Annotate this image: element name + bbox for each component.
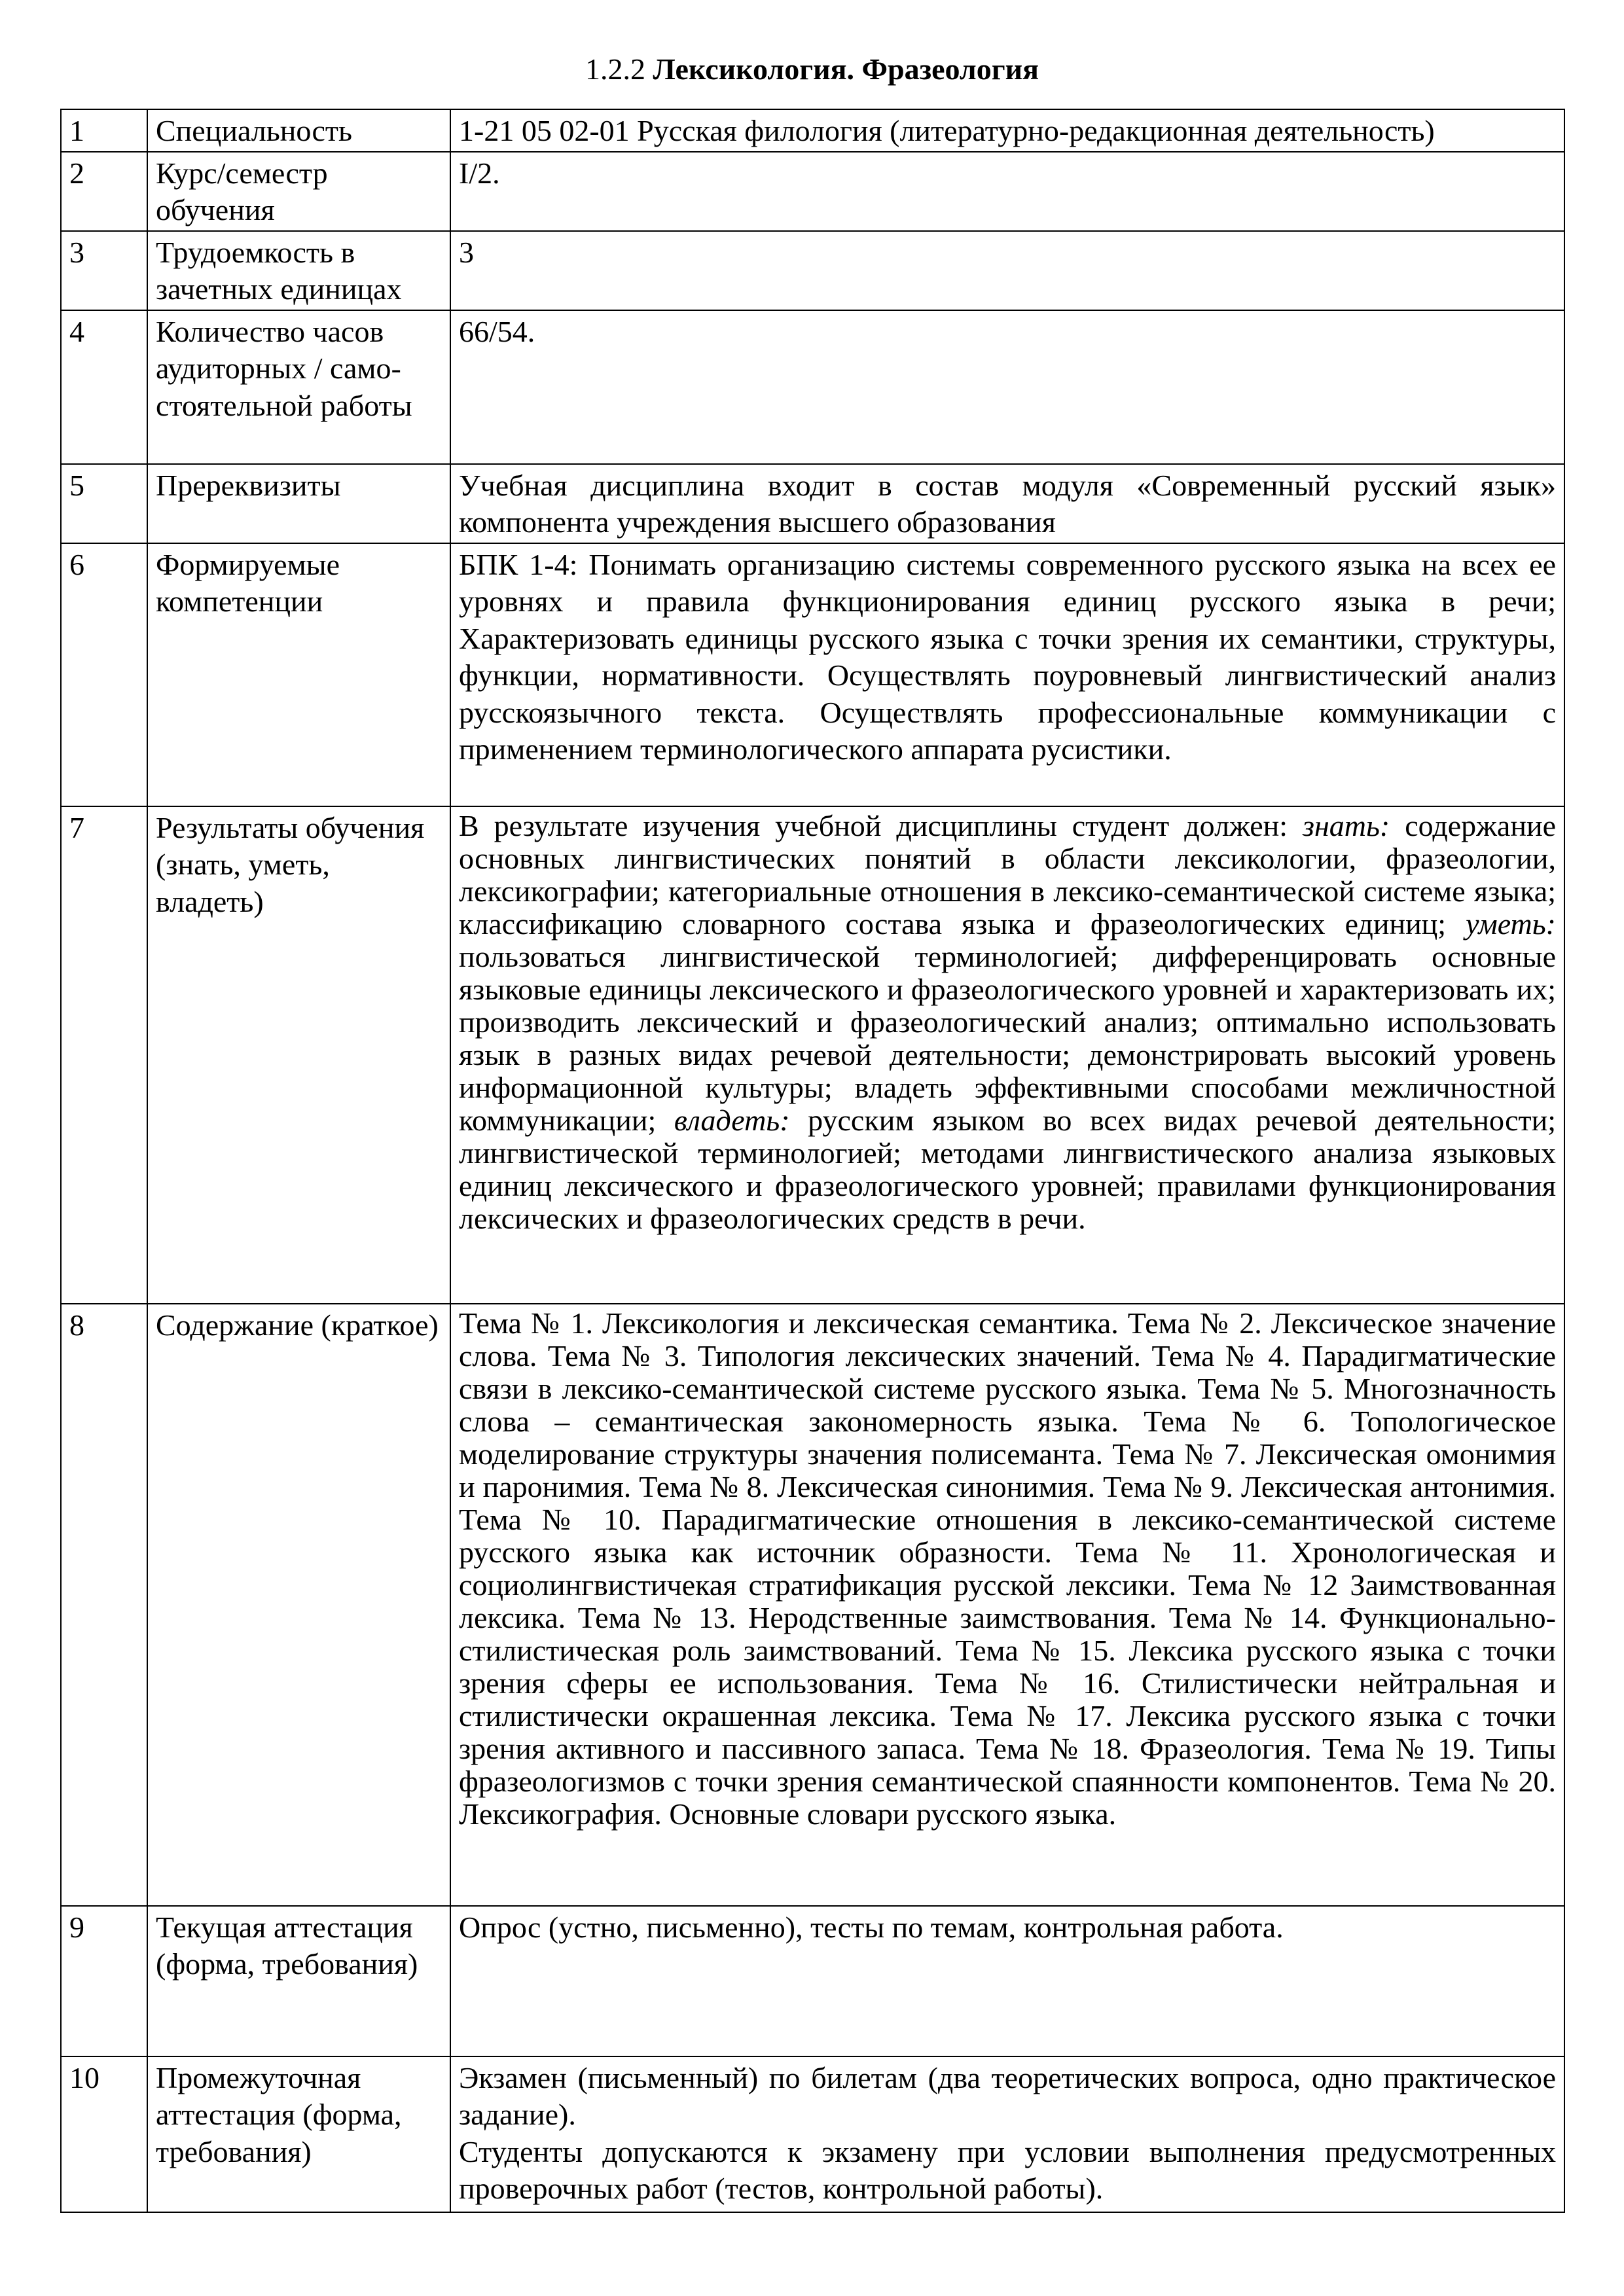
table-row bbox=[61, 310, 1564, 464]
row-number: 8 bbox=[61, 1304, 147, 1906]
table-row bbox=[61, 2056, 1564, 2212]
results-intro: В результате изучения учебной дисциплины студент должен: bbox=[459, 808, 1303, 842]
umet-label: уметь: bbox=[1466, 906, 1556, 941]
row-label: Курс/семестр обучения bbox=[147, 152, 450, 231]
table-row bbox=[61, 231, 1564, 310]
table-row bbox=[61, 543, 1564, 806]
row-value: Опрос (устно, письменно), тесты по темам, контрольная работа. bbox=[450, 1906, 1564, 2056]
page-title bbox=[0, 51, 1624, 88]
row-value: Учебная дисциплина входит в состав модуля «Современный русский язык» компонента учреждения высшего образования bbox=[450, 464, 1564, 543]
row-number: 3 bbox=[61, 231, 147, 310]
row-label: Содержание (краткое) bbox=[147, 1304, 450, 1906]
row-label: Специальность bbox=[147, 109, 450, 152]
row-value bbox=[450, 2056, 1564, 2212]
row-number: 4 bbox=[61, 310, 147, 464]
row-value: 66/54. bbox=[450, 310, 1564, 464]
exam-paragraph: Экзамен (письменный) по билетам (два теоретических вопроса, одно практическое задание). bbox=[459, 2060, 1556, 2131]
row-number: 6 bbox=[61, 543, 147, 806]
row-number: 5 bbox=[61, 464, 147, 543]
section-number: 1.2.2 bbox=[585, 52, 645, 86]
admission-paragraph: Студенты допускаются к экзамену при условии выполнения предусмотренных проверочных работ (тестов, контрольной работы). bbox=[459, 2134, 1556, 2205]
umet-text: пользоваться лингвистической терминологией; дифференцировать основные языковые единицы лексического и фразеологического уровней и характеризовать их; производить лексический и фразеологический анализ; оптимально использовать язык в разных видах речевой деятельности; демонстрировать высокий уровень информационной культуры; владеть эффективными способами межличностной коммуникации; bbox=[459, 939, 1556, 1137]
row-number: 7 bbox=[61, 806, 147, 1304]
row-number: 9 bbox=[61, 1906, 147, 2056]
row-number: 10 bbox=[61, 2056, 147, 2212]
table-row bbox=[61, 1304, 1564, 1906]
row-label: Текущая аттестация (форма, требования) bbox=[147, 1906, 450, 2056]
row-value bbox=[450, 806, 1564, 1304]
row-label: Количество часов аудиторных / само-стоятельной работы bbox=[147, 310, 450, 464]
row-label: Пререквизиты bbox=[147, 464, 450, 543]
row-label: Формируемые компетенции bbox=[147, 543, 450, 806]
table-row bbox=[61, 464, 1564, 543]
row-value: БПК 1-4: Понимать организацию системы современного русского языка на всех ее уровнях и правила функционирования единиц русского языка в речи; Характеризовать единицы русского языка с точки зрения их семантики, структуры, функции, нормативности. Осуществлять поуровневый лингвистический анализ русскоязычного текста. Осуществлять профессиональные коммуникации с применением терминологического аппарата русистики. bbox=[450, 543, 1564, 806]
row-value: 3 bbox=[450, 231, 1564, 310]
znat-text: содержание основных лингвистических понятий в области лексикологии, фразеологии, лексикографии; категориальные отношения в лексико-семантической системе языка; классификацию словарного состава языка и фразеологических единиц; bbox=[459, 808, 1557, 941]
syllabus-table bbox=[60, 109, 1565, 2213]
row-value: Тема № 1. Лексикология и лексическая семантика. Тема № 2. Лексическое значение слова. Тема № 3. Типология лексических значений. Тема № 4. Парадигматические связи в лексико-семантической системе русского языка. Тема № 5. Многозначность слова – семантическая закономерность языка. Тема № 6. Топологическое моделирование структуры значения полисеманта. Тема № 7. Лексическая омонимия и паронимия. Тема № 8. Лексическая синонимия. Тема № 9. Лексическая антонимия. Тема № 10. Парадигматические отношения в лексико-семантической системе русского языка как источник образности. Тема № 11. Хронологическая и социолингвистичекая стратификация русской лексики. Тема № 12 Заимствованная лексика. Тема № 13. Неродственные заимствования. Тема № 14. Функционально-стилистическая роль заимствований. Тема № 15. Лексика русского языка с точки зрения сферы ее использования. Тема № 16. Стилистически нейтральная и стилистически окрашенная лексика. Тема № 17. Лексика русского языка с точки зрения активного и пассивного запаса. Тема № 18. Фразеология. Тема № 19. Типы фразеологизмов с точки зрения семантической спаянности компонентов. Тема № 20. Лексикография. Основные словари русского языка. bbox=[450, 1304, 1564, 1906]
row-label: Промежуточная аттестация (форма, требования) bbox=[147, 2056, 450, 2212]
table-row bbox=[61, 152, 1564, 231]
section-name: Лексикология. Фразеология bbox=[653, 52, 1039, 86]
row-number: 1 bbox=[61, 109, 147, 152]
znat-label: знать: bbox=[1303, 808, 1390, 842]
table-row bbox=[61, 806, 1564, 1304]
vladet-label: владеть: bbox=[674, 1103, 790, 1137]
row-value: 1-21 05 02-01 Русская филология (литературно-редакционная деятельность) bbox=[450, 109, 1564, 152]
row-label: Результаты обучения (знать, уметь, владеть) bbox=[147, 806, 450, 1304]
table-row bbox=[61, 109, 1564, 152]
row-value: I/2. bbox=[450, 152, 1564, 231]
row-label: Трудоемкость в зачетных единицах bbox=[147, 231, 450, 310]
table-row bbox=[61, 1906, 1564, 2056]
vladet-text: русским языком во всех видах речевой деятельности; лингвистической терминологией; методами лингвистического анализа языковых единиц лексического и фразеологического уровней; правилами функционирования лексических и фразеологических средств в речи. bbox=[459, 1103, 1557, 1235]
row-number: 2 bbox=[61, 152, 147, 231]
